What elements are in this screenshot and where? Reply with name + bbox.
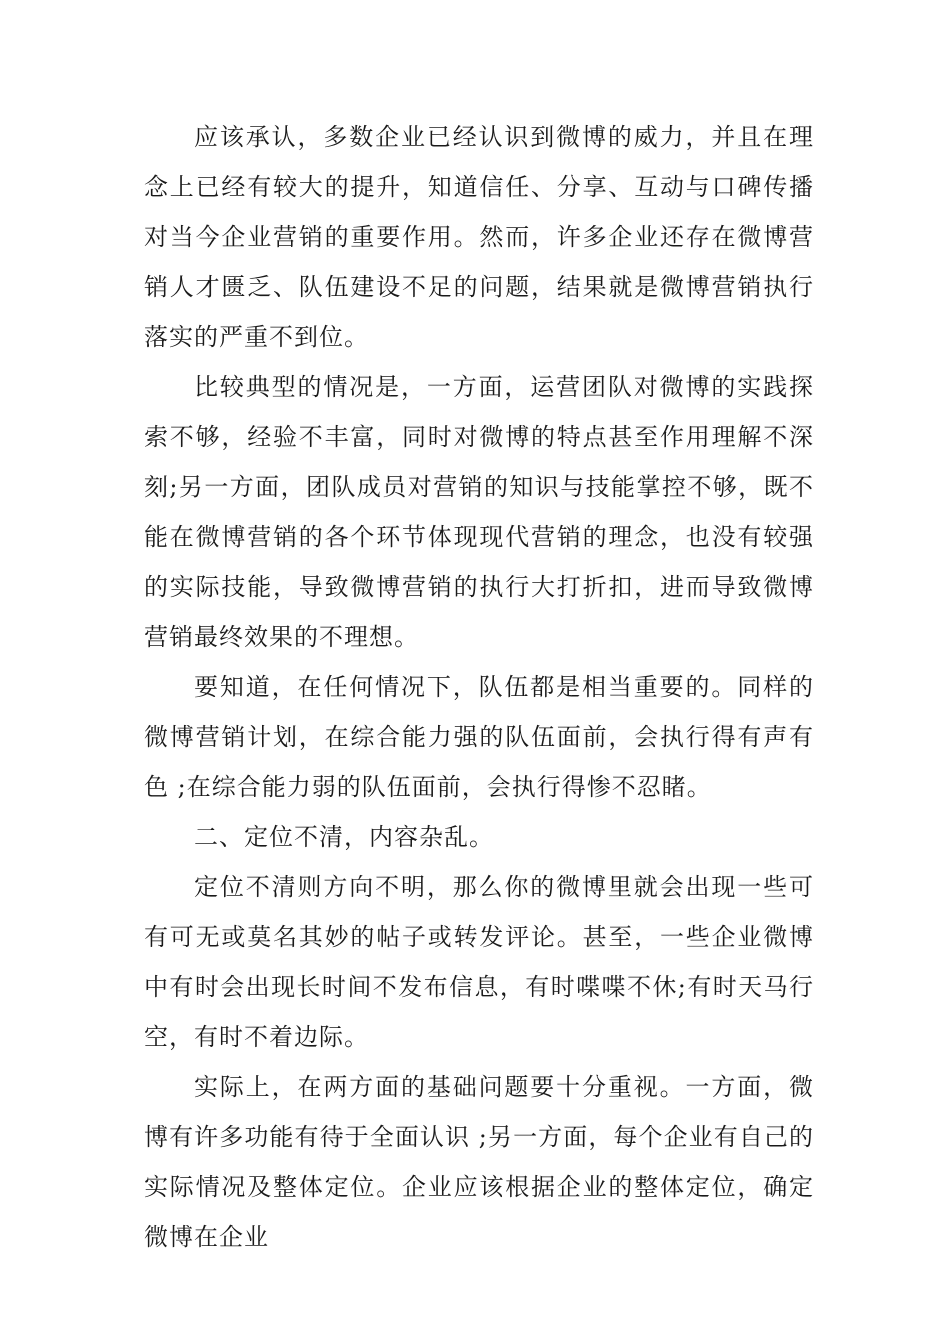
paragraph-2: 比较典型的情况是，一方面，运营团队对微博的实践探索不够，经验不丰富，同时对微博的特点甚至作用理解不深刻;另一方面，团队成员对营销的知识与技能掌控不够，既不能在微博营销的各个环节体现现代营销的理念，也没有较强的实际技能，导致微博营销的执行大打折扣，进而导致微博营销最终效果的不理想。 xyxy=(144,373,814,651)
paragraph-5: 实际上，在两方面的基础问题要十分重视。一方面，微博有许多功能有待于全面认识 ;另一方面，每个企业有自己的实际情况及整体定位。企业应该根据企业的整体定位，确定微博在企业 xyxy=(144,1073,814,1251)
section-heading: 二、定位不清，内容杂乱。 xyxy=(194,823,494,851)
document-body xyxy=(144,112,814,1262)
paragraph-3: 要知道，在任何情况下，队伍都是相当重要的。同样的微博营销计划，在综合能力强的队伍面前，会执行得有声有色 ;在综合能力弱的队伍面前，会执行得惨不忍睹。 xyxy=(144,673,814,801)
paragraph-1: 应该承认，多数企业已经认识到微博的威力，并且在理念上已经有较大的提升，知道信任、分享、互动与口碑传播对当今企业营销的重要作用。然而，许多企业还存在微博营销人才匮乏、队伍建设不足的问题，结果就是微博营销执行落实的严重不到位。 xyxy=(144,123,814,351)
paragraph-4: 定位不清则方向不明，那么你的微博里就会出现一些可有可无或莫名其妙的帖子或转发评论。甚至，一些企业微博中有时会出现长时间不发布信息，有时喋喋不休;有时天马行空，有时不着边际。 xyxy=(144,873,814,1051)
